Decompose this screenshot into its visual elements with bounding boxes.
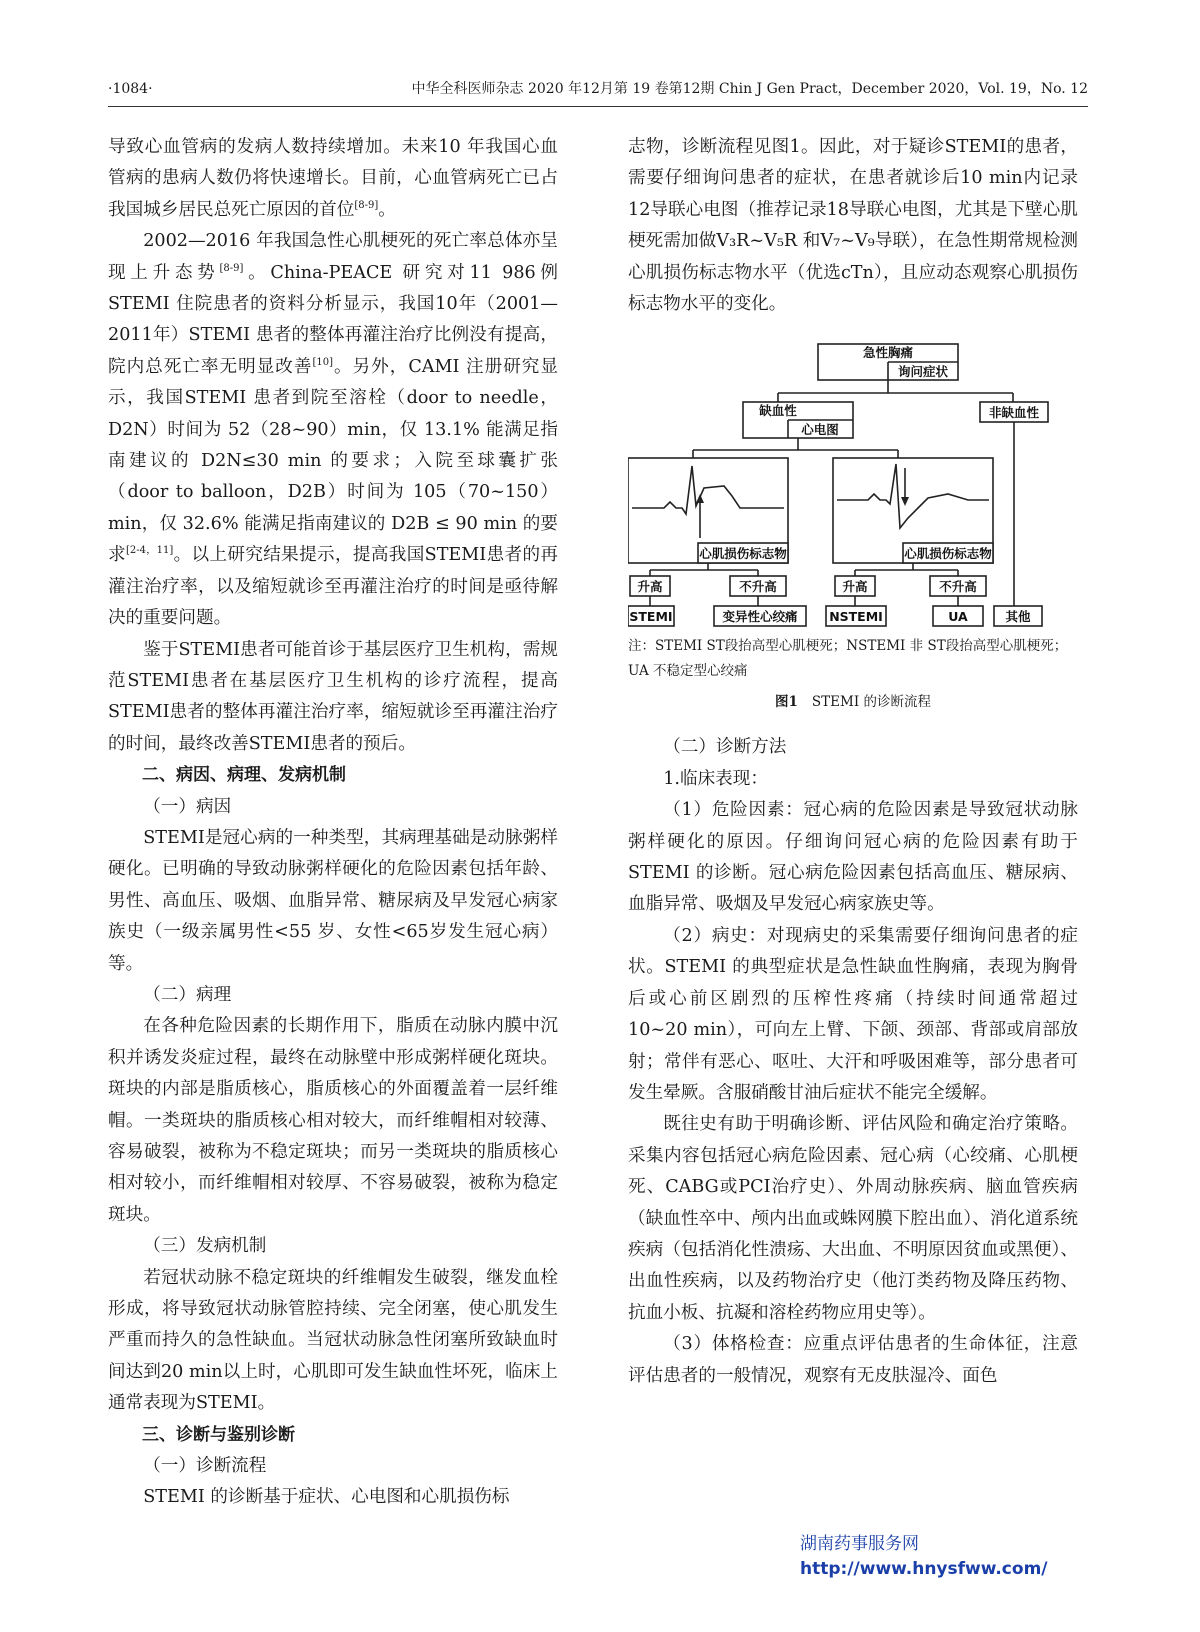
figure-note: 注：STEMI ST段抬高型心肌梗死；NSTEMI 非 ST段抬高型心肌梗死；UA 不稳定型心绞痛 xyxy=(628,638,1068,680)
subsection-heading: （二）诊断方法 xyxy=(663,737,787,758)
flow-text-nstemi: NSTEMI xyxy=(829,609,883,625)
flowchart-svg xyxy=(628,338,1078,628)
paragraph: 志物，诊断流程见图1。因此，对于疑诊STEMI的患者，需要仔细询问患者的症状，在患者就诊后10 min内记录12导联心电图（推荐记录18导联心电图，尤其是下壁心肌梗死需加做V₃R~V₅R 和V₇~V₉导联），在急性期常规检测心肌损伤标志物水平（优选cTn），且应动态观察心肌损伤标志物水平的变化。 xyxy=(628,137,1078,315)
section-heading: 三、诊断与鉴别诊断 xyxy=(142,1424,295,1445)
paragraph: 鉴于STEMI患者可能首诊于基层医疗卫生机构，需规范STEMI患者在基层医疗卫生机构的诊疗流程，提高STEMI患者的整体再灌注治疗率，缩短就诊至再灌注治疗的时间，最终改善STEMI患者的预后。 xyxy=(108,639,558,754)
flow-text-marker-1: 心肌损伤标志物 xyxy=(699,546,787,562)
flow-text-other: 其他 xyxy=(1005,609,1031,625)
paragraph: 在各种危险因素的长期作用下，脂质在动脉内膜中沉积并诱发炎症过程，最终在动脉壁中形成粥样硬化斑块。斑块的内部是脂质核心，脂质核心的外面覆盖着一层纤维帽。一类斑块的脂质核心相对较大，而纤维帽相对较薄、容易破裂，被称为不稳定斑块；而另一类斑块的脂质核心相对较小，而纤维帽相对较厚、不容易破裂，被称为稳定斑块。 xyxy=(108,1016,558,1225)
flow-text-chest-pain: 急性胸痛 xyxy=(862,345,914,361)
flow-text-stemi: STEMI xyxy=(629,609,673,625)
subsection-heading: （一）病因 xyxy=(143,796,232,817)
flow-text-not-elevated: 不升高 xyxy=(739,579,777,595)
right-column xyxy=(628,132,1078,1392)
paragraph: （3）体格检查：应重点评估患者的生命体征，注意评估患者的一般情况，观察有无皮肤湿冷、面色 xyxy=(628,1334,1078,1386)
left-column xyxy=(108,132,558,1514)
page-number: ·1084· xyxy=(108,81,153,97)
flow-text-ask-symptoms: 询问症状 xyxy=(897,364,949,380)
flow-text-variant-angina: 变异性心绞痛 xyxy=(722,609,798,625)
paragraph: （2）病史：对现病史的采集需要仔细询问患者的症状。STEMI 的典型症状是急性缺血性胸痛，表现为胸骨后或心前区剧烈的压榨性疼痛（持续时间通常超过 10~20 min），可向左上臂、下颌、颈部、背部或肩部放射；常伴有恶心、呕吐、大汗和呼吸困难等，部分患者可发生晕厥。含服硝酸甘油后症状不能完全缓解。 xyxy=(628,925,1078,1103)
section-heading: 二、病因、病理、发病机制 xyxy=(142,765,346,786)
subsection-heading: （三）发病机制 xyxy=(143,1236,267,1257)
paragraph: 2002—2016 年我国急性心肌梗死的死亡率总体亦呈现上升态势[8-9]。China-PEACE 研究对11 986例STEMI 住院患者的资料分析显示，我国10年（2001—2011年）STEMI 患者的整体再灌注治疗比例没有提高，院内总死亡率无明显改善[10]。另外，CAMI 注册研究显示，我国STEMI 患者到院至溶栓（door to needle，D2N）时间为 52（28~90）min，仅 13.1% 能满足指南建议的 D2N≤30 min 的要求；入院至球囊扩张（door to balloon，D2B）时间为 105（70~150）min，仅 32.6% 能满足指南建议的 D2B ≤ 90 min 的要求[2-4，11]。以上研究结果提示，提高我国STEMI患者的再灌注治疗率，以及缩短就诊至再灌注治疗的时间是亟待解决的重要问题。 xyxy=(108,231,558,629)
flow-text-not-elevated: 不升高 xyxy=(939,579,977,595)
flow-text-ischemic: 缺血性 xyxy=(759,403,797,419)
subsection-heading: 1.临床表现： xyxy=(663,768,768,789)
flow-text-elevated: 升高 xyxy=(842,579,868,595)
paragraph: 既往史有助于明确诊断、评估风险和确定治疗策略。采集内容包括冠心病危险因素、冠心病（心绞痛、心肌梗死、CABG或PCI治疗史）、外周动脉疾病、脑血管疾病（缺血性卒中、颅内出血或蛛网膜下腔出血）、消化道系统疾病（包括消化性溃疡、大出血、不明原因贫血或黑便）、出血性疾病，以及药物治疗史（他汀类药物及降压药物、抗血小板、抗凝和溶栓药物应用史等）。 xyxy=(628,1114,1078,1323)
paragraph: （1）危险因素：冠心病的危险因素是导致冠状动脉粥样硬化的原因。仔细询问冠心病的危险因素有助于STEMI 的诊断。冠心病危险因素包括高血压、糖尿病、血脂异常、吸烟及早发冠心病家族史等。 xyxy=(628,800,1078,915)
flow-text-elevated: 升高 xyxy=(637,579,663,595)
paragraph: STEMI是冠心病的一种类型，其病理基础是动脉粥样硬化。已明确的导致动脉粥样硬化的危险因素包括年龄、男性、高血压、吸烟、血脂异常、糖尿病及早发冠心病家族史（一级亲属男性<55 岁、女性<65岁发生冠心病）等。 xyxy=(108,827,558,974)
watermark xyxy=(800,1532,1100,1582)
flow-text-non-ischemic: 非缺血性 xyxy=(988,405,1040,421)
paragraph: 若冠状动脉不稳定斑块的纤维帽发生破裂，继发血栓形成，将导致冠状动脉管腔持续、完全闭塞，使心肌发生严重而持久的急性缺血。当冠状动脉急性闭塞所致缺血时间达到20 min以上时，心肌即可发生缺血性坏死，临床上通常表现为STEMI。 xyxy=(108,1267,558,1414)
running-header xyxy=(108,78,1088,107)
subsection-heading: （一）诊断流程 xyxy=(143,1456,267,1477)
figure-1-flowchart xyxy=(628,338,1078,714)
journal-citation: 中华全科医师杂志 2020 年12月第 19 卷第12期 Chin J Gen Pract，December 2020，Vol. 19，No. 12 xyxy=(411,81,1088,97)
flow-text-marker-2: 心肌损伤标志物 xyxy=(904,546,992,562)
flow-text-ua: UA xyxy=(948,609,968,625)
flow-text-ecg: 心电图 xyxy=(801,422,839,438)
figure-caption: 图1 STEMI 的诊断流程 xyxy=(775,694,931,711)
watermark-url[interactable]: http://www.hnysfww.com/ xyxy=(800,1559,1048,1579)
paragraph: 导致心血管病的发病人数持续增加。未来10 年我国心血管病的患病人数仍将快速增长。目前，心血管病死亡已占我国城乡居民总死亡原因的首位[8-9]。 xyxy=(108,137,558,220)
subsection-heading: （二）病理 xyxy=(143,984,232,1005)
paragraph: STEMI 的诊断基于症状、心电图和心肌损伤标 xyxy=(143,1487,510,1508)
watermark-name: 湖南药事服务网 xyxy=(800,1534,919,1554)
